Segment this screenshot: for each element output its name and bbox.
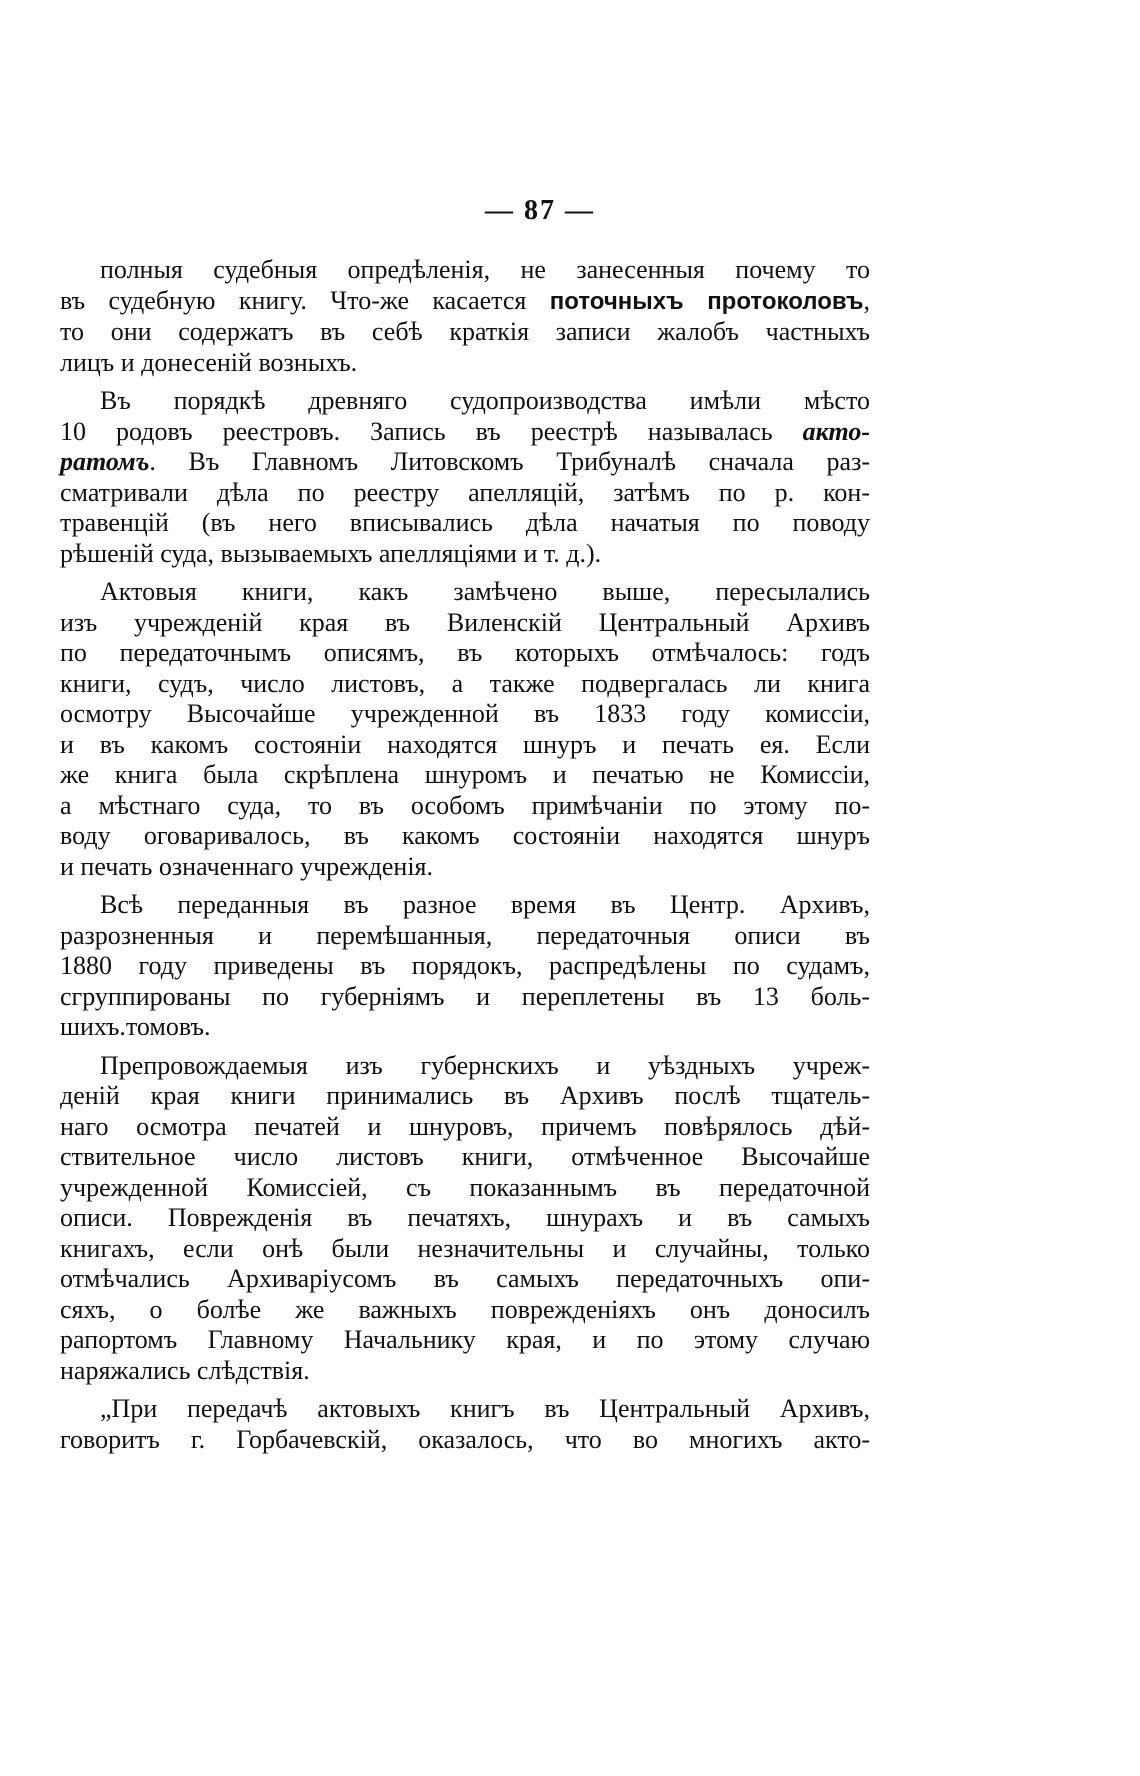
text-line: [60, 1081, 870, 1112]
text-run: лицъ и донесеній возныхъ.: [60, 347, 358, 377]
paragraph: [60, 577, 870, 882]
text-run: сматривали дѣла по реестру апелляцій, затѣмъ по р. кон-: [60, 477, 870, 507]
text-line: [60, 699, 870, 730]
paragraph: [60, 386, 870, 569]
text-run: рѣшеній суда, вызываемыхъ апелляціями и т. д.).: [60, 538, 602, 568]
text-line: [60, 1295, 870, 1326]
text-run: Препровождаемыя изъ губернскихъ и уѣздныхъ учреж-: [100, 1050, 870, 1080]
text-run: Актовыя книги, какъ замѣчено выше, пересылались: [100, 577, 870, 606]
text-run: полныя судебныя опредѣленія, не занесенныя почему то: [100, 255, 870, 284]
text-line: [60, 852, 870, 883]
text-line: [60, 478, 870, 509]
text-run: воду оговаривалось, въ какомъ состояніи находятся шнуръ: [60, 821, 870, 850]
text-run: Всѣ переданныя въ разное время въ Центр. Архивъ,: [100, 890, 870, 919]
text-line: [60, 669, 870, 700]
text-line: [60, 348, 870, 379]
text-line: [60, 890, 870, 921]
text-run: же книга была скрѣплена шнуромъ и печатью не Комиссіи,: [60, 760, 870, 789]
text-line: [60, 730, 870, 761]
text-run: описи. Поврежденія въ печатяхъ, шнурахъ и въ самыхъ: [60, 1203, 870, 1232]
text-run: наряжались слѣдствія.: [60, 1355, 310, 1385]
text-line: [60, 1112, 870, 1143]
text-line: [60, 1356, 870, 1387]
text-run: книгахъ, если онѣ были незначительны и случайны, только: [60, 1233, 870, 1263]
text-line: [60, 508, 870, 539]
text-line: [60, 951, 870, 982]
text-line: [60, 1325, 870, 1356]
text-run: сгруппированы по губерніямъ и переплетены въ 13 боль-: [60, 981, 870, 1011]
paragraph: [60, 1394, 870, 1455]
text-run: сяхъ, о болѣе же важныхъ поврежденіяхъ онъ доносилъ: [60, 1294, 870, 1324]
text-run: . Въ Главномъ Литовскомъ Трибуналѣ сначала раз-: [149, 447, 870, 476]
text-run: рапортомъ Главному Начальнику края, и по этому случаю: [60, 1325, 870, 1354]
text-line: [60, 1234, 870, 1265]
text-run: 1880 году приведены въ порядокъ, распредѣлены по судамъ,: [60, 951, 870, 980]
text-run: и печать означеннаго учрежденія.: [60, 851, 434, 881]
text-line: [60, 1012, 870, 1043]
text-line: [60, 577, 870, 608]
text-line: [60, 1142, 870, 1173]
text-line: [60, 255, 870, 286]
text-line: [60, 638, 870, 669]
text-line: [60, 821, 870, 852]
text-run: деній края книги принимались въ Архивъ послѣ тщатель-: [60, 1081, 870, 1110]
italic-term: акто-: [802, 416, 870, 446]
text-line: [60, 1203, 870, 1234]
body-text: [60, 255, 870, 1455]
text-run: а мѣстнаго суда, то въ особомъ примѣчаніи по этому по-: [60, 790, 870, 820]
text-line: [60, 791, 870, 822]
paragraph: [60, 1051, 870, 1387]
text-line: [60, 1394, 870, 1425]
text-run: Въ порядкѣ древняго судопроизводства имѣли мѣсто: [100, 386, 870, 415]
text-run: разрозненныя и перемѣшанныя, передаточныя описи въ: [60, 920, 870, 950]
bold-term: поточныхъ протоколовъ: [549, 287, 864, 315]
text-line: [60, 1264, 870, 1295]
text-run: ствительное число листовъ книги, отмѣченное Высочайше: [60, 1142, 870, 1171]
page-number: — 87 —: [485, 195, 595, 226]
text-run: осмотру Высочайше учрежденной въ 1833 году комиссіи,: [60, 699, 870, 728]
paragraph: [60, 890, 870, 1043]
paragraph: [60, 255, 870, 378]
text-line: [60, 286, 870, 318]
text-run: шихъ.томовъ.: [60, 1012, 211, 1041]
text-run: и въ какомъ состояніи находятся шнуръ и печать ея. Если: [60, 729, 870, 759]
text-line: [60, 1173, 870, 1204]
text-run: по передаточнымъ описямъ, въ которыхъ отмѣчалось: годъ: [60, 638, 870, 667]
text-line: [60, 317, 870, 348]
text-run: ,: [863, 285, 871, 315]
text-run: книги, судъ, число листовъ, а также подвергалась ли книга: [60, 668, 870, 698]
text-run: 10 родовъ реестровъ. Запись въ реестрѣ называлась: [60, 416, 803, 446]
text-run: наго осмотра печатей и шнуровъ, причемъ повѣрялось дѣй-: [60, 1111, 870, 1141]
text-line: [60, 608, 870, 639]
text-run: изъ учрежденій края въ Виленскій Центральный Архивъ: [60, 607, 870, 637]
text-line: [60, 447, 870, 478]
text-run: учрежденной Комиссіей, съ показаннымъ въ передаточной: [60, 1172, 870, 1202]
text-line: [60, 760, 870, 791]
italic-term: ратомъ: [60, 447, 150, 476]
text-run: то они содержатъ въ себѣ краткія записи жалобъ частныхъ: [60, 317, 870, 346]
text-run: „При передачѣ актовыхъ книгъ въ Центральный Архивъ,: [100, 1394, 870, 1423]
text-line: [60, 1425, 870, 1456]
text-run: отмѣчались Архиваріусомъ въ самыхъ передаточныхъ опи-: [60, 1264, 870, 1293]
text-run: травенцій (въ него вписывались дѣла начатыя по поводу: [60, 508, 870, 537]
text-line: [60, 417, 870, 448]
text-line: [60, 982, 870, 1013]
text-run: говоритъ г. Горбачевскій, оказалось, что во многихъ акто-: [60, 1424, 870, 1454]
text-line: [60, 386, 870, 417]
text-run: въ судебную книгу. Что-же касается: [60, 285, 550, 315]
text-line: [60, 539, 870, 570]
text-line: [60, 921, 870, 952]
text-line: [60, 1051, 870, 1082]
